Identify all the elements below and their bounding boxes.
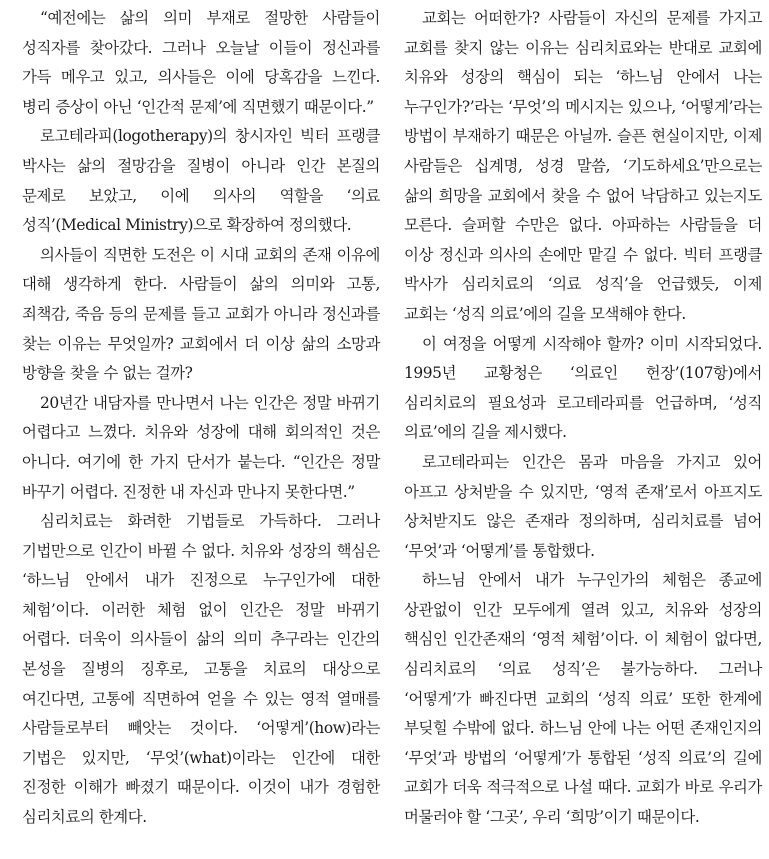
paragraph: 심리치료는 화려한 기법들로 가득하다. 그러나 기법만으로 인간이 바뀔 수 없다. 치유와 성장의 핵심은 ‘하느님 안에서 내가 진정으로 누구인가에 대한 체험’이다. 이러한 체험 없이 인간은 정말 바뀌기 어렵다. 더욱이 의사들이 삶의 의미 추구라는 인간의 본성을 질병의 징후로, 고통을 치료의 대상으로 여긴다면, 고통에 직면하여 얻을 수 있는 영적 열매를 사람들로부터 빼앗는 것이다. ‘어떻게’(how)라는 기법은 있지만, ‘무엇’(what)이라는 인간에 대한 진정한 이해가 빠졌기 때문이다. 이것이 내가 경험한 심리치료의 한계다. xyxy=(22,512,380,827)
paragraph: “예전에는 삶의 의미 부재로 절망한 사람들이 성직자를 찾아갔다. 그러나 오늘날 이들이 정신과를 가득 메우고 있고, 의사들은 이에 당혹감을 느낀다. 병리 증상이 아닌 ‘인간적 문제’에 직면했기 때문이다.” xyxy=(22,9,380,116)
paragraph: 이 여정을 어떻게 시작해야 할까? 이미 시작되었다. 1995년 교황청은 ‘의료인 헌장’(107항)에서 심리치료의 필요성과 로고테라피를 언급하며, ‘성직 의료’에의 길을 제시했다. xyxy=(404,334,762,442)
paragraph: 로고테라피(logotherapy)의 창시자인 빅터 프랭클 박사는 삶의 절망감을 질병이 아니라 인간 본질의 문제로 보았고, 이에 의사의 역할을 ‘의료 성직’(Medical Ministry)으로 확장하여 정의했다. xyxy=(22,127,380,235)
paragraph: 로고테라피는 인간은 몸과 마음을 가지고 있어 아프고 상처받을 수 있지만, ‘영적 존재’로서 아프지도 상처받지도 않은 존재라 정의하며, 심리치료를 넘어 ‘무엇’과 ‘어떻게’를 통합했다. xyxy=(404,452,762,560)
left-column xyxy=(22,4,380,833)
paragraph: 교회는 어떠한가? 사람들이 자신의 문제를 가지고 교회를 찾지 않는 이유는 심리치료와는 반대로 교회에 치유와 성장의 핵심이 되는 ‘하느님 안에서 나는 누구인가?’라는 ‘무엇’의 메시지는 있으나, ‘어떻게’라는 방법이 부재하기 때문은 아닐까. 슬픈 현실이지만, 이제 사람들은 십계명, 성경 말씀, ‘기도하세요’만으로는 삶의 희망을 교회에서 찾을 수 없어 낙담하고 있는지도 모른다. 슬퍼할 수만은 없다. 아파하는 사람들을 더 이상 정신과 의사의 손에만 맡길 수 없다. 빅터 프랭클 박사가 심리치료의 ‘의료 성직’을 언급했듯, 이제 교회는 ‘성직 의료’에의 길을 모색해야 한다. xyxy=(404,9,762,323)
paragraph: 하느님 안에서 내가 누구인가의 체험은 종교에 상관없이 인간 모두에게 열려 있고, 치유와 성장의 핵심인 인간존재의 ‘영적 체험’이다. 이 체험이 없다면, 심리치료의 ‘의료 성직’은 불가능하다. 그러나 ‘어떻게’가 빠진다면 교회의 ‘성직 의료’ 또한 한계에 부딪힐 수밖에 없다. 하느님 안에 나는 어떤 존재인지의 ‘무엇’과 방법의 ‘어떻게’가 통합된 ‘성직 의료’의 길에 교회가 더욱 적극적으로 나설 때다. 교회가 바로 우리가 머물러야 할 ‘그곳’, 우리 ‘희망’이기 때문이다. xyxy=(404,571,762,827)
right-column xyxy=(404,4,762,833)
paragraph: 20년간 내담자를 만나면서 나는 인간은 정말 바뀌기 어렵다고 느꼈다. 치유와 성장에 대해 회의적인 것은 아니다. 여기에 한 가지 단서가 붙는다. “인간은 정말 바꾸기 어렵다. 진정한 내 자신과 만나지 못한다면.” xyxy=(22,393,380,501)
paragraph: 의사들이 직면한 도전은 이 시대 교회의 존재 이유에 대해 생각하게 한다. 사람들이 삶의 의미와 고통, 죄책감, 죽음 등의 문제를 들고 교회가 아니라 정신과를 찾는 이유는 무엇일까? 교회에서 더 이상 삶의 소망과 방향을 찾을 수 없는 걸까? xyxy=(22,245,380,383)
